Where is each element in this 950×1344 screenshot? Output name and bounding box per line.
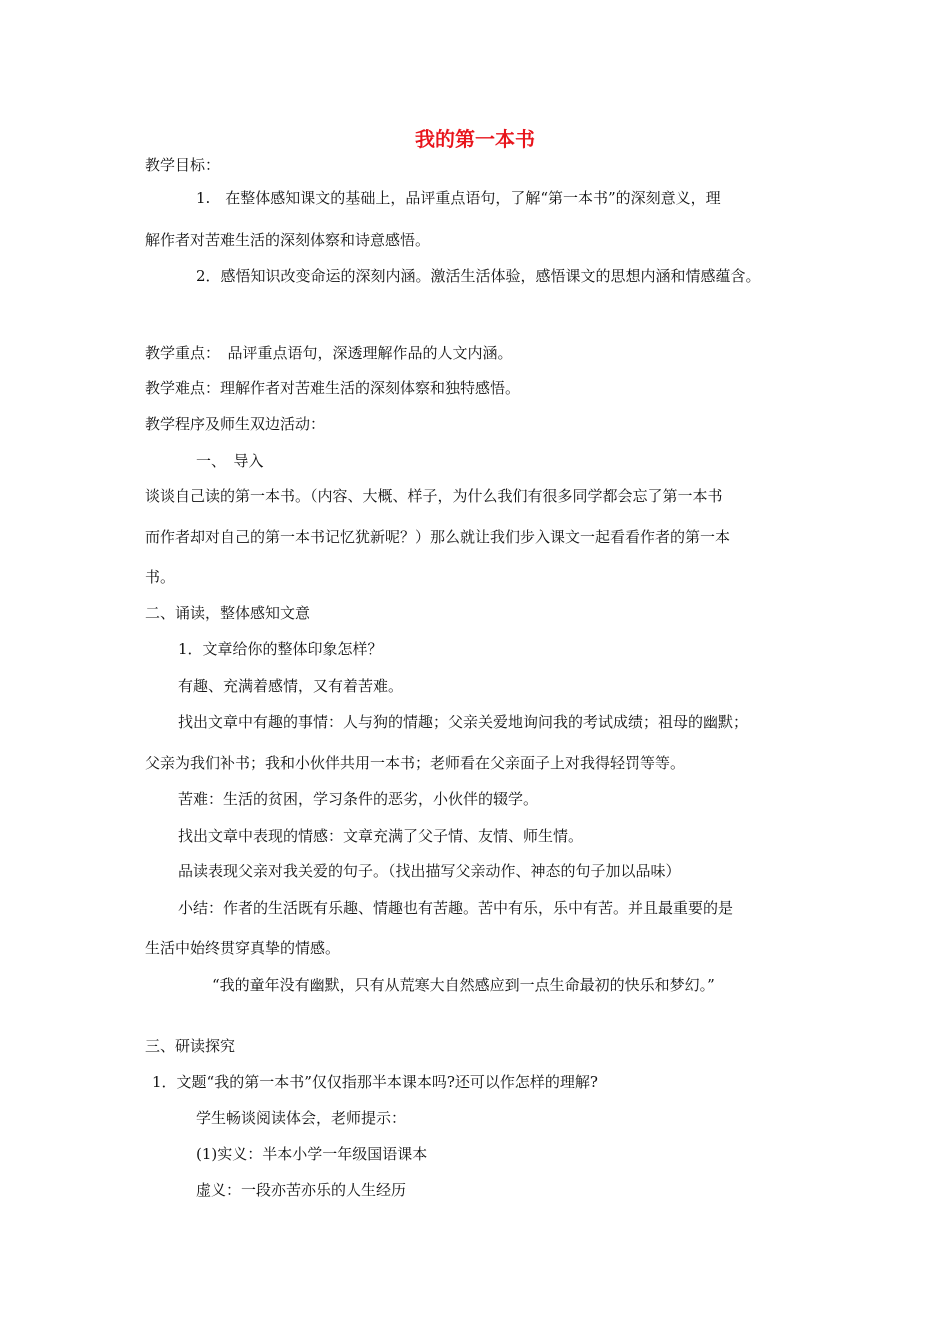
paragraph-line: 苦难：生活的贫困，学习条件的恶劣，小伙伴的辍学。	[178, 790, 539, 808]
quote-line: “我的童年没有幽默，只有从荒寒大自然感应到一点生命最初的快乐和梦幻。”	[212, 976, 715, 994]
question-line: 1．文题“我的第一本书”仅仅指那半本课本吗?还可以作怎样的理解?	[152, 1073, 598, 1091]
paragraph-line: 品读表现父亲对我关爱的句子。（找出描写父亲动作、神态的句子加以品味）	[178, 862, 681, 880]
difficulties-line: 教学难点：理解作者对苦难生活的深刻体察和独特感悟。	[145, 379, 521, 397]
section-heading-reading: 二、诵读，整体感知文意	[145, 604, 311, 622]
paragraph-line: 谈谈自己读的第一本书。（内容、大概、样子，为什么我们有很多同学都会忘了第一本书	[145, 487, 723, 505]
paragraph-line: 解作者对苦难生活的深刻体察和诗意感悟。	[145, 231, 431, 249]
paragraph-line: 而作者却对自己的第一本书记忆犹新呢？）那么就让我们步入课文一起看看作者的第一本	[145, 528, 731, 546]
list-item: 虚义：一段亦苦亦乐的人生经历	[196, 1181, 407, 1199]
paragraph-line: 2．感悟知识改变命运的深刻内涵。激活生活体验，感悟课文的思想内涵和情感蕴含。	[196, 267, 761, 285]
paragraph-line: 书。	[145, 568, 176, 586]
section-heading-study: 三、研读探究	[145, 1037, 236, 1055]
paragraph-line: 父亲为我们补书；我和小伙伴共用一本书；老师看在父亲面子上对我得轻罚等等。	[145, 754, 686, 772]
key-points-line: 教学重点： 品评重点语句，深透理解作品的人文内涵。	[145, 344, 513, 362]
paragraph-line: 找出文章中有趣的事情：人与狗的情趣；父亲关爱地询问我的考试成绩；祖母的幽默；	[178, 713, 749, 731]
procedure-heading: 教学程序及师生双边活动：	[145, 415, 326, 433]
paragraph-line: 有趣、充满着感情，又有着苦难。	[178, 677, 404, 695]
paragraph-line: 生活中始终贯穿真挚的情感。	[145, 939, 341, 957]
list-item: (1)实义：半本小学一年级国语课本	[196, 1145, 428, 1163]
document-title: 我的第一本书	[415, 127, 535, 151]
paragraph-line: 找出文章中表现的情感：文章充满了父子情、友情、师生情。	[178, 827, 584, 845]
paragraph-line: 1. 在整体感知课文的基础上，品评重点语句，了解“第一本书”的深刻意义，理	[196, 189, 721, 207]
paragraph-line: 学生畅谈阅读体会，老师提示：	[196, 1109, 407, 1127]
section-heading-intro: 一、 导入	[196, 452, 264, 470]
section-heading-objectives: 教学目标：	[145, 156, 221, 174]
summary-line: 小结：作者的生活既有乐趣、情趣也有苦趣。苦中有乐，乐中有苦。并且最重要的是	[178, 899, 734, 917]
question-line: 1．文章给你的整体印象怎样？	[178, 640, 383, 658]
